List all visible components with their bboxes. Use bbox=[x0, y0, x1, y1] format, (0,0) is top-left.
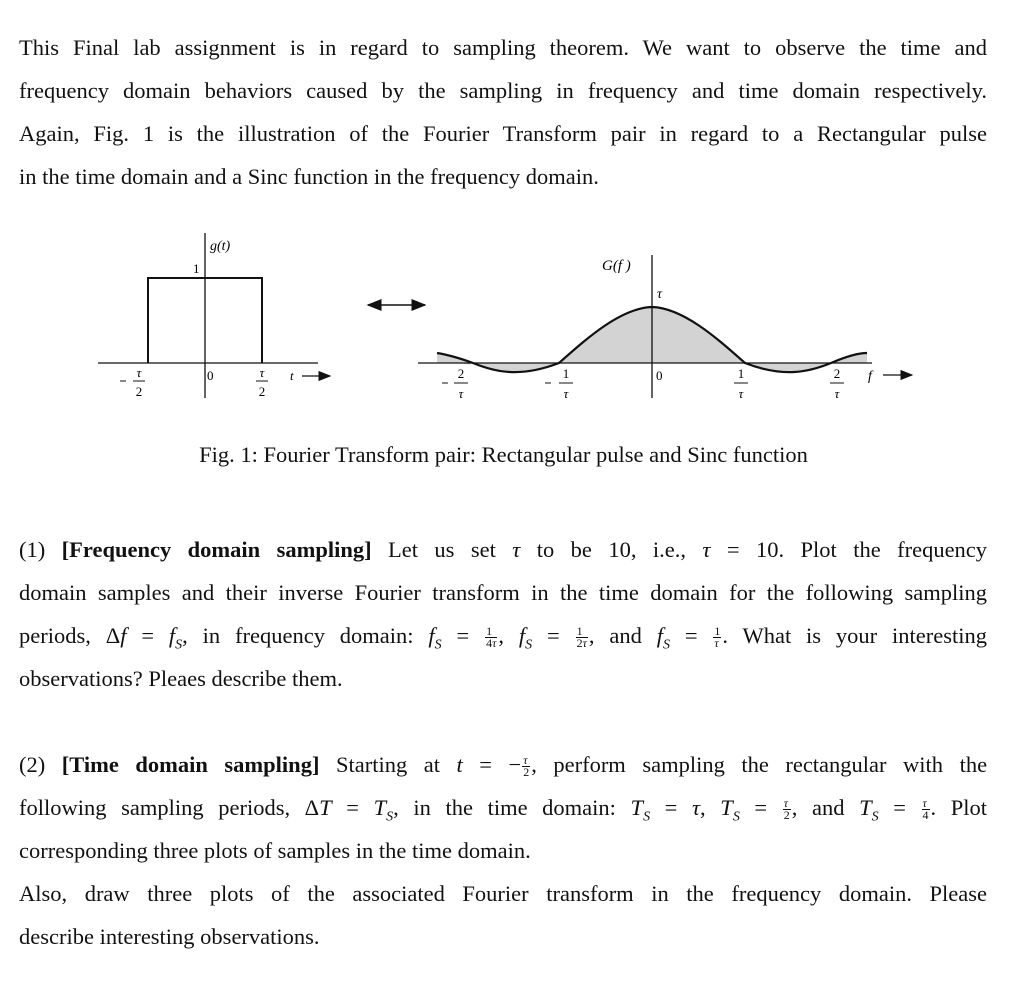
svg-text:2: 2 bbox=[258, 384, 266, 399]
fourier-pair-figure bbox=[0, 210, 1024, 440]
svg-text:τ: τ bbox=[458, 386, 464, 401]
right-origin-label: 0 bbox=[656, 368, 663, 383]
q1-l3-b: in frequency domain: bbox=[202, 623, 414, 648]
q2-l1-a: Starting at bbox=[335, 752, 440, 777]
q1-l3-d: . What is your interesting bbox=[722, 623, 987, 648]
q1-line-3: periods, $\Delta f = f_S$, in frequency domain: $f_S$ = $\frac{1}{4\tau}$ , $f_S$ = $\frac{1}{2\tau}$ , and $f_S$ = $\frac{1}{\tau}$ . What is your interesting bbox=[19, 623, 987, 653]
g-t-label: g(t) bbox=[210, 239, 231, 254]
q1-l3-c: , and bbox=[588, 623, 642, 648]
q1-l1-c: = 10. Plot the frequency bbox=[726, 537, 988, 562]
tick-neg-tau-half bbox=[120, 365, 145, 399]
left-origin-label: 0 bbox=[207, 368, 214, 383]
q1-l1-a: Let us set bbox=[388, 537, 496, 562]
q2-line-3: corresponding three plots of samples in the time domain. bbox=[19, 838, 531, 863]
intro-line-1: This Final lab assignment is in regard to sampling theorem. We want to observe the time and bbox=[19, 35, 987, 60]
q2-line-2: following sampling periods, $\Delta T = T_S$, in the time domain: $T_S = \tau$, $T_S$ = $\frac{\tau}{2}$ , and $T_S$ = $\frac{\tau}{4}$ . Plot bbox=[19, 795, 988, 825]
q2-number: (2) bbox=[19, 752, 46, 777]
svg-text:τ: τ bbox=[563, 386, 569, 401]
q2-l2-c: , and bbox=[791, 795, 845, 820]
q2-line-5: describe interesting observations. bbox=[19, 924, 320, 949]
sinc-plot bbox=[418, 255, 912, 401]
f-axis-label: f bbox=[868, 369, 872, 384]
peak-tau-label: τ bbox=[657, 287, 663, 302]
intro-line-4: in the time domain and a Sinc function in the frequency domain. bbox=[19, 164, 599, 189]
tick-neg-two-over-tau bbox=[442, 366, 468, 401]
G-f-label: G(f ) bbox=[602, 258, 631, 274]
q1-l3-a: periods, Δ bbox=[19, 623, 121, 648]
q1-line-4: observations? Pleaes describe them. bbox=[19, 666, 343, 691]
q2-title: [Time domain sampling] bbox=[61, 752, 320, 777]
intro-line-2: frequency domain behaviors caused by the sampling in frequency and time domain respectively. bbox=[19, 78, 987, 103]
svg-text:1: 1 bbox=[562, 366, 570, 381]
t-axis-label: t bbox=[290, 368, 294, 383]
svg-text:2: 2 bbox=[135, 384, 143, 399]
tick-pos-tau-half bbox=[256, 365, 268, 399]
q2-line-1: (2) [Time domain sampling] Starting at t = − $\frac{\tau}{2}$ , perform sampling the rectangular with the bbox=[19, 752, 988, 780]
intro-line-3: Again, Fig. 1 is the illustration of the Fourier Transform pair in regard to a Rectangular pulse bbox=[19, 121, 987, 146]
q2-l1-b: , perform sampling the rectangular with the bbox=[531, 752, 988, 777]
svg-text:τ: τ bbox=[259, 365, 265, 380]
q1-line-2: domain samples and their inverse Fourier transform in the time domain for the following sampling bbox=[19, 580, 987, 605]
svg-text:τ: τ bbox=[834, 386, 840, 401]
q2-l2-b: in the time domain: bbox=[413, 795, 616, 820]
height-one-label: 1 bbox=[193, 261, 200, 276]
q2-l2-a: following sampling periods, Δ bbox=[19, 795, 320, 820]
figure-caption: Fig. 1: Fourier Transform pair: Rectangular pulse and Sinc function bbox=[199, 442, 808, 467]
q1-line-1: (1) [Frequency domain sampling] Let us set τ to be 10, i.e., τ = 10. Plot the frequency bbox=[19, 537, 988, 562]
rect-pulse-plot bbox=[98, 233, 330, 399]
tick-one-over-tau bbox=[734, 366, 748, 401]
svg-text:2: 2 bbox=[457, 366, 465, 381]
q1-number: (1) bbox=[19, 537, 46, 562]
svg-text:2: 2 bbox=[833, 366, 841, 381]
tick-neg-one-over-tau bbox=[545, 366, 573, 401]
svg-text:τ: τ bbox=[136, 365, 142, 380]
svg-text:τ: τ bbox=[738, 386, 744, 401]
q2-line-4: Also, draw three plots of the associated Fourier transform in the frequency domain. Please bbox=[19, 881, 987, 906]
tick-two-over-tau bbox=[830, 366, 844, 401]
svg-text:1: 1 bbox=[737, 366, 745, 381]
q1-l1-b: to be 10, i.e., bbox=[536, 537, 686, 562]
q1-title: [Frequency domain sampling] bbox=[61, 537, 372, 562]
q2-l2-d: . Plot bbox=[930, 795, 988, 820]
